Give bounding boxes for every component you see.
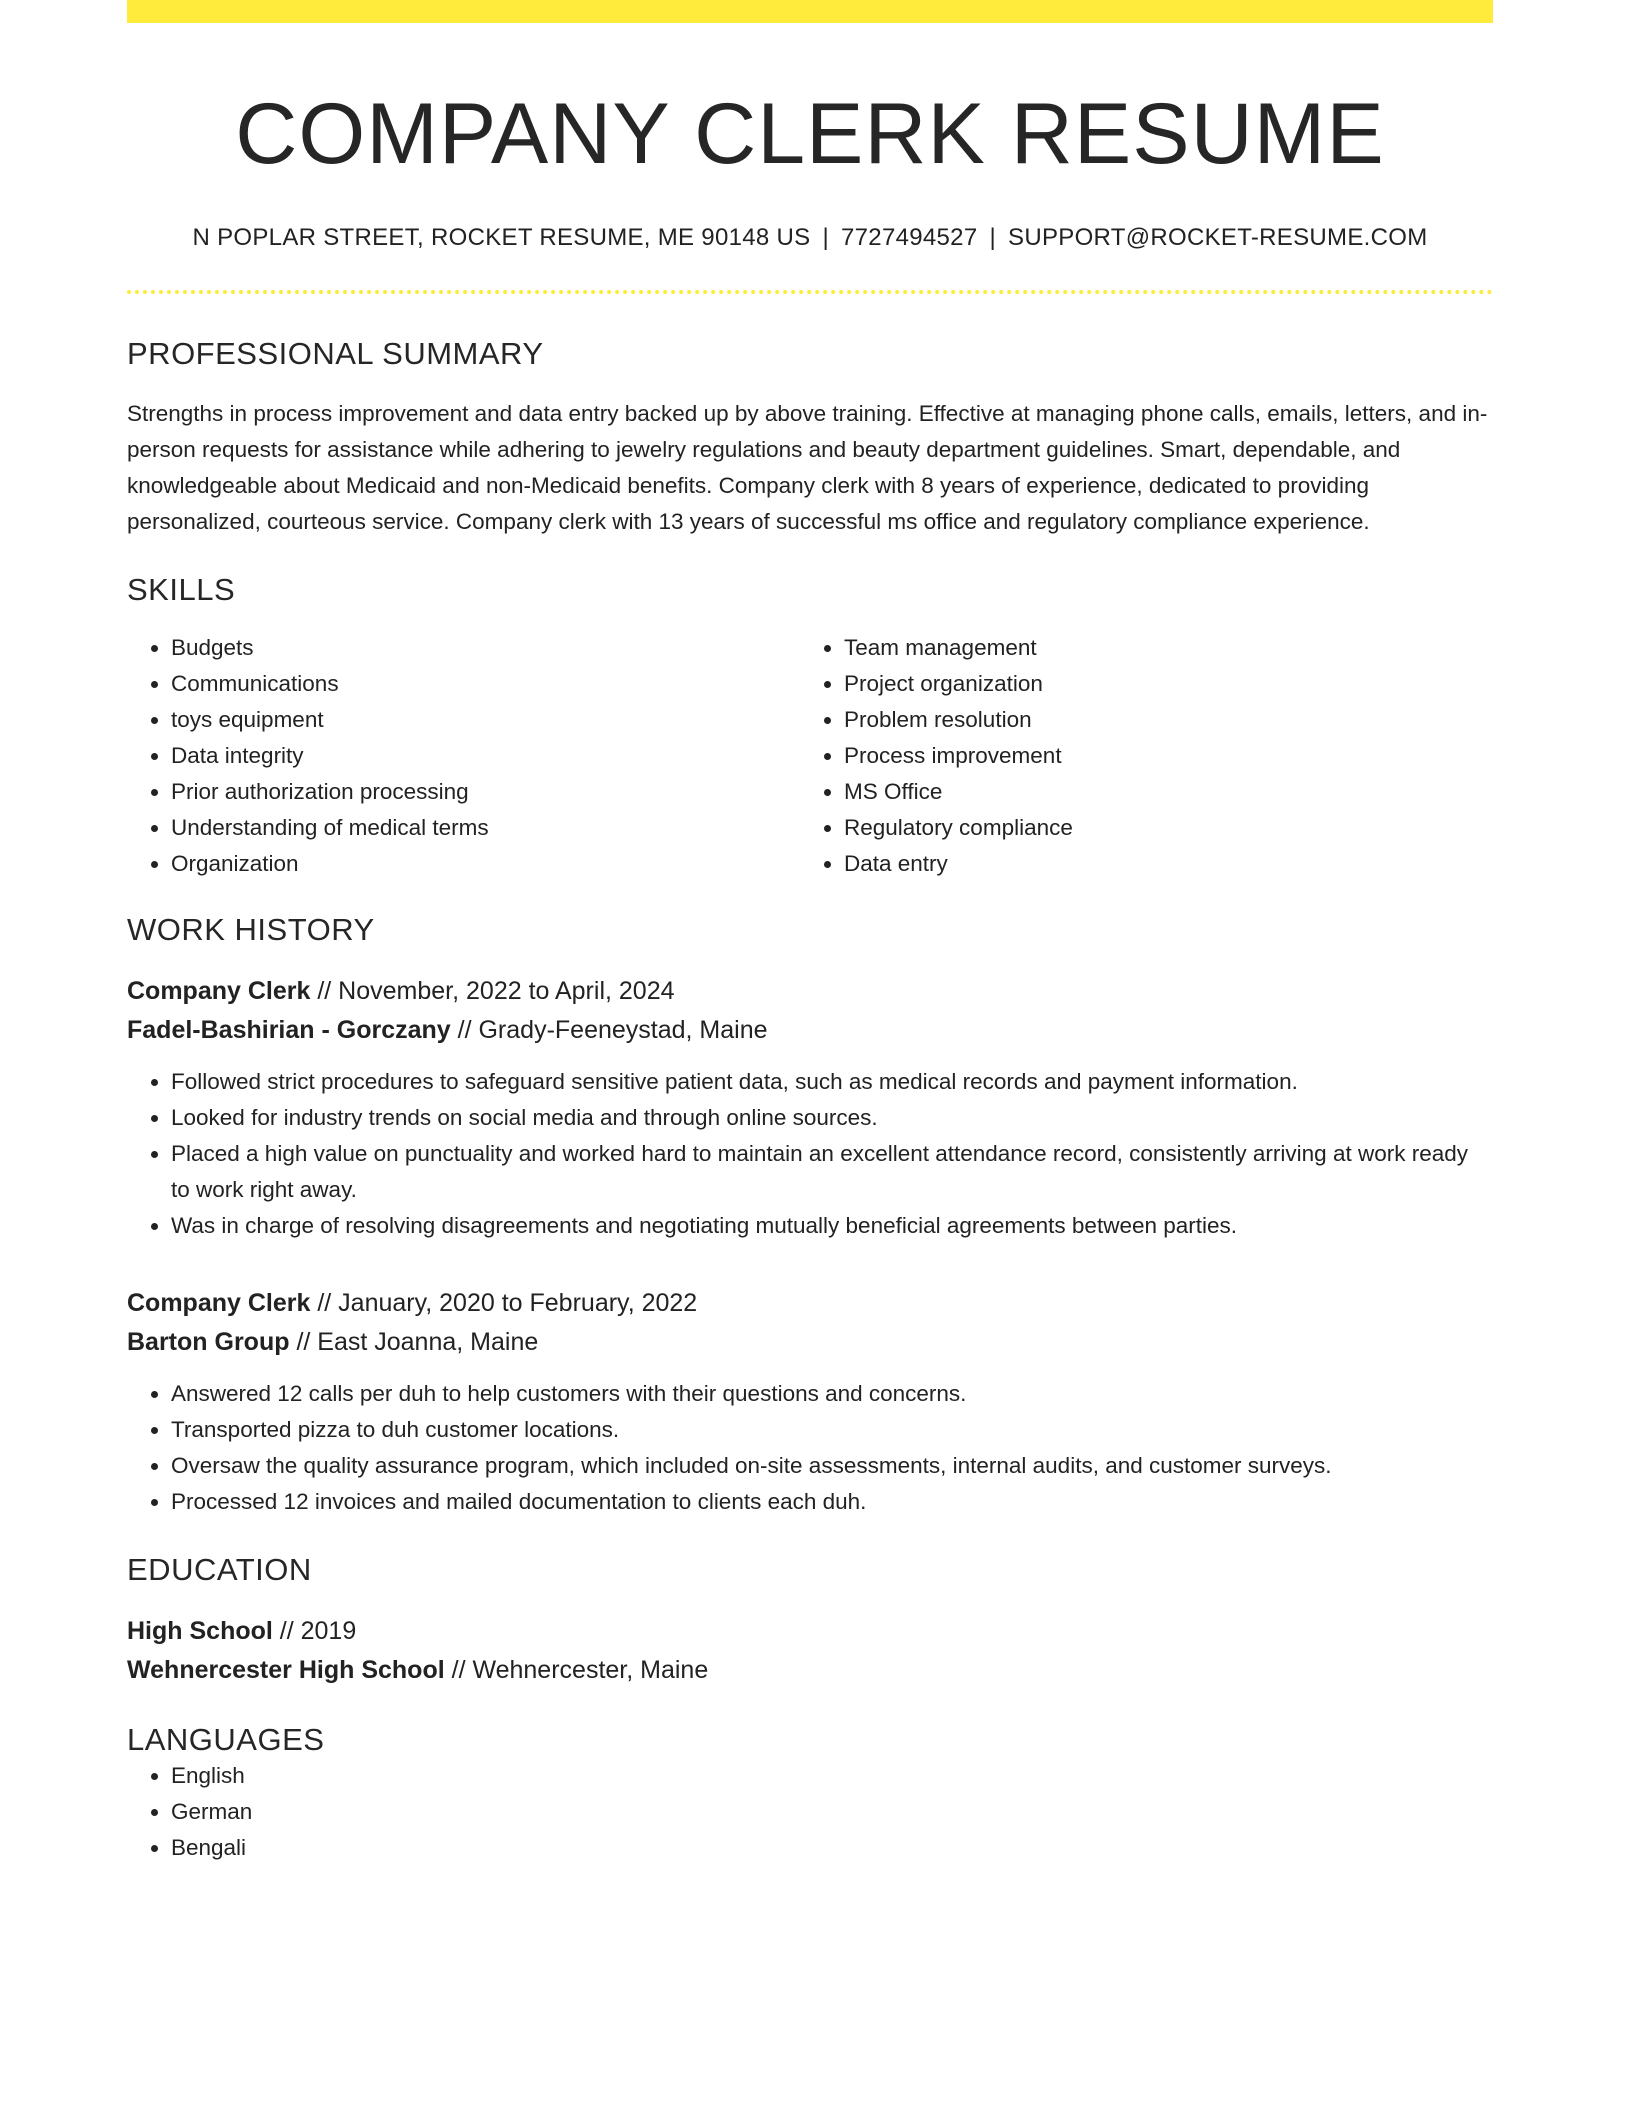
- skill-item: • Team management: [844, 630, 1473, 666]
- education-degree-line: [127, 1612, 1493, 1651]
- contact-phone: 7727494527: [841, 224, 978, 252]
- job-title-line: [127, 972, 1493, 1011]
- skill-item: • toys equipment: [171, 702, 800, 738]
- skills-column-right: [800, 630, 1473, 882]
- education-location: // Wehnercester, Maine: [444, 1656, 709, 1685]
- contact-separator: |: [822, 224, 829, 252]
- job-duty: • Was in charge of resolving disagreements and negotiating mutually beneficial agreements between parties.: [171, 1208, 1493, 1244]
- contact-line: [127, 224, 1493, 252]
- skills-column-left: [127, 630, 800, 882]
- job-duties-list: [127, 1376, 1493, 1520]
- job-company-line: [127, 1011, 1493, 1050]
- skill-item: • Communications: [171, 666, 800, 702]
- header-divider: [127, 290, 1493, 294]
- job-title: Company Clerk: [127, 977, 311, 1006]
- job-duty: • Oversaw the quality assurance program, which included on-site assessments, internal audits, and customer surveys.: [171, 1448, 1493, 1484]
- skills-heading: SKILLS: [127, 572, 236, 608]
- job-duties-list: [127, 1064, 1493, 1244]
- job-title-line: [127, 1284, 1493, 1323]
- job-title: Company Clerk: [127, 1289, 311, 1318]
- skill-item: • Project organization: [844, 666, 1473, 702]
- top-accent-bar: [127, 0, 1493, 23]
- job-company: Fadel-Bashirian - Gorczany: [127, 1016, 451, 1045]
- education-degree: High School: [127, 1617, 273, 1646]
- skill-item: • Problem resolution: [844, 702, 1473, 738]
- education-school: Wehnercester High School: [127, 1656, 445, 1685]
- education-heading: EDUCATION: [127, 1552, 312, 1588]
- languages-heading: LANGUAGES: [127, 1722, 325, 1758]
- education-year: // 2019: [272, 1617, 357, 1646]
- job-entry: [127, 972, 1493, 1244]
- summary-text: Strengths in process improvement and data entry backed up by above training. Effective at managing phone calls, emails, letters, and in-person requests for assistance while adhering to jewelry regulations and beauty department guidelines. Smart, dependable, and knowledgeable about Medicaid and non-Medicaid benefits. Company clerk with 8 years of experience, dedicated to providing personalized, courteous service. Company clerk with 13 years of successful ms office and regulatory compliance experience.: [127, 401, 1488, 535]
- language-item: • German: [171, 1794, 1493, 1830]
- languages-list: [127, 1758, 1493, 1866]
- skills-grid: [127, 630, 1493, 882]
- skill-item: • Data integrity: [171, 738, 800, 774]
- skill-item: • Organization: [171, 846, 800, 882]
- job-entry: [127, 1284, 1493, 1520]
- language-item: • Bengali: [171, 1830, 1493, 1866]
- education-entry: [127, 1612, 1493, 1690]
- job-duty: • Followed strict procedures to safeguard sensitive patient data, such as medical records and payment information.: [171, 1064, 1493, 1100]
- summary-heading: PROFESSIONAL SUMMARY: [127, 336, 544, 372]
- skill-item: • Understanding of medical terms: [171, 810, 800, 846]
- skill-item: • Regulatory compliance: [844, 810, 1473, 846]
- skill-item: • Data entry: [844, 846, 1473, 882]
- job-company-line: [127, 1323, 1493, 1362]
- job-duty: • Answered 12 calls per duh to help customers with their questions and concerns.: [171, 1376, 1493, 1412]
- skill-item: • Prior authorization processing: [171, 774, 800, 810]
- skills-list-right: [800, 630, 1473, 882]
- contact-address: N POPLAR STREET, ROCKET RESUME, ME 90148 US: [192, 224, 811, 252]
- job-duty: • Processed 12 invoices and mailed documentation to clients each duh.: [171, 1484, 1493, 1520]
- resume-title: COMPANY CLERK RESUME: [235, 86, 1385, 182]
- language-item: • English: [171, 1758, 1493, 1794]
- job-location: // East Joanna, Maine: [289, 1328, 539, 1357]
- skill-item: • Process improvement: [844, 738, 1473, 774]
- skill-item: • Budgets: [171, 630, 800, 666]
- contact-separator: |: [989, 224, 997, 252]
- education-school-line: [127, 1651, 1493, 1690]
- job-company: Barton Group: [127, 1328, 290, 1357]
- skill-item: • MS Office: [844, 774, 1473, 810]
- job-location: // Grady-Feeneystad, Maine: [450, 1016, 768, 1045]
- resume-page: [127, 0, 1493, 1866]
- job-dates: // November, 2022 to April, 2024: [310, 977, 675, 1006]
- job-duty: • Placed a high value on punctuality and worked hard to maintain an excellent attendance record, consistently arriving at work ready to work right away.: [171, 1136, 1493, 1208]
- job-dates: // January, 2020 to February, 2022: [310, 1289, 698, 1318]
- work-history-heading: WORK HISTORY: [127, 912, 375, 948]
- skills-list-left: [127, 630, 800, 882]
- contact-email: SUPPORT@ROCKET-RESUME.COM: [1008, 224, 1428, 252]
- job-duty: • Transported pizza to duh customer locations.: [171, 1412, 1493, 1448]
- job-duty: • Looked for industry trends on social media and through online sources.: [171, 1100, 1493, 1136]
